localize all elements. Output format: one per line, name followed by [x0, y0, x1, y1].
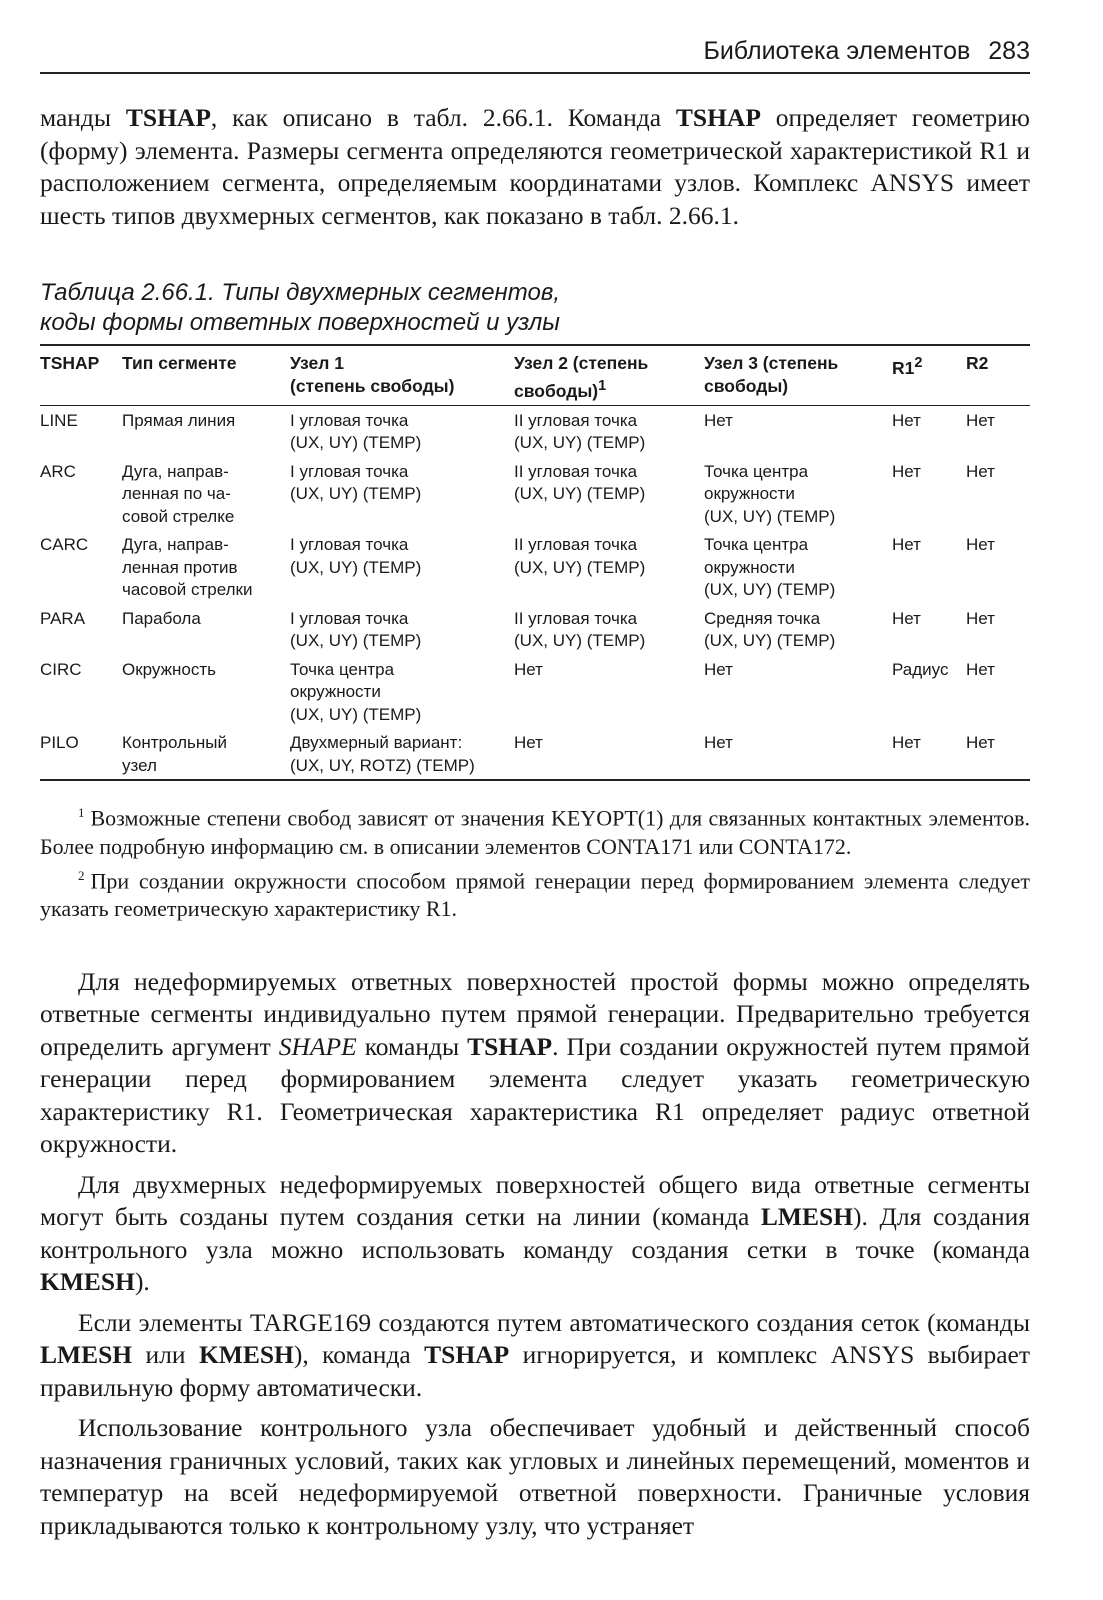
- cell-node1: [290, 457, 514, 531]
- header-line: Узел 2 (степень: [514, 353, 649, 373]
- cell-line: Контрольный: [122, 733, 227, 753]
- cell-line: I угловая точка: [290, 608, 409, 628]
- header-line: [514, 375, 704, 402]
- cell-node2: [514, 405, 704, 457]
- page-number: 283: [988, 37, 1030, 65]
- caption-line: Таблица 2.66.1. Типы двухмерных сегментов,: [40, 279, 561, 306]
- cell-tshap: PARA: [40, 608, 86, 628]
- cell-r2: Нет: [966, 410, 995, 430]
- cell-line: Точка центра: [704, 461, 809, 481]
- book-page: [40, 34, 1030, 1542]
- table-row: [40, 728, 1030, 780]
- footnote-mark: 1: [598, 377, 607, 394]
- command-name: KMESH: [198, 1340, 294, 1370]
- cell-line: (UX, UY) (TEMP): [290, 704, 422, 724]
- text-run: или: [132, 1340, 199, 1370]
- text-run: Для недеформируемых ответных поверхностей простой формы можно определять ответные сегменты индивидуально путем прямой генерации. Предварительно требуется определить аргумент: [40, 966, 1030, 1061]
- cell-line: I угловая точка: [290, 461, 409, 481]
- cell-tshap: ARC: [40, 461, 76, 481]
- cell-segment-type: [122, 655, 290, 729]
- col-header-node2: [514, 345, 704, 405]
- cell-segment-type: [122, 457, 290, 531]
- cell-segment-type: [122, 530, 290, 604]
- cell-line: (UX, UY) (TEMP): [290, 631, 422, 651]
- command-name: TSHAP: [675, 103, 761, 132]
- cell-node3: [704, 530, 892, 604]
- cell-segment-type: [122, 728, 290, 780]
- table-caption: [40, 278, 1030, 338]
- table-row: [40, 655, 1030, 729]
- col-header-r1: [892, 345, 966, 405]
- table-row: [40, 530, 1030, 604]
- cell-node3: [704, 405, 892, 457]
- cell-node1: [290, 530, 514, 604]
- cell-line: II угловая точка: [514, 410, 638, 430]
- text-run: Использование контрольного узла обеспечивает удобный и действенный способ назначения граничных условий, таких как угловых и линейных перемещений, моментов и температур на всей недеформируемой ответной поверхности. Граничные условия прикладываются только к контрольному узлу, что устраняет: [40, 1413, 1030, 1540]
- command-name: LMESH: [760, 1202, 854, 1232]
- cell-line: окружности: [704, 484, 795, 504]
- text-run: ).: [134, 1267, 150, 1297]
- header-line: Узел 3 (степень: [704, 353, 839, 373]
- cell-r1: Нет: [892, 733, 921, 753]
- cell-r1: Нет: [892, 410, 921, 430]
- paragraph-1: [40, 966, 1030, 1161]
- header-text: свободы): [514, 380, 599, 401]
- cell-line: (UX, UY) (TEMP): [514, 557, 646, 577]
- text-run: . При создании окружностей путем прямой генерации перед формированием элемента следует указать геометрическую характеристику R1. Геометрическая характеристика R1 определяет радиус ответной окружности.: [40, 1031, 1030, 1159]
- cell-line: узел: [122, 755, 157, 775]
- cell-line: окружности: [290, 682, 381, 702]
- footnote-2: [40, 862, 1030, 924]
- cell-line: Нет: [704, 410, 733, 430]
- cell-line: ленная против: [122, 557, 238, 577]
- cell-node1: [290, 728, 514, 780]
- cell-node1: [290, 604, 514, 655]
- cell-line: Точка центра: [704, 535, 809, 555]
- cell-node2: [514, 530, 704, 604]
- cell-line: II угловая точка: [514, 608, 638, 628]
- cell-node2: [514, 604, 704, 655]
- cell-segment-type: [122, 604, 290, 655]
- cell-line: Двухмерный вариант:: [290, 733, 463, 753]
- col-header-r2: R2: [966, 345, 1030, 405]
- footnote-1: [40, 799, 1030, 861]
- paragraph-2: [40, 1169, 1030, 1299]
- cell-node3: [704, 728, 892, 780]
- cell-line: (UX, UY) (TEMP): [704, 631, 836, 651]
- cell-tshap: CARC: [40, 535, 89, 555]
- cell-segment-type: [122, 405, 290, 457]
- command-name: LMESH: [40, 1340, 133, 1370]
- cell-node1: [290, 655, 514, 729]
- command-name: TSHAP: [424, 1340, 510, 1370]
- cell-line: окружности: [704, 557, 795, 577]
- cell-line: (UX, UY) (TEMP): [290, 484, 422, 504]
- cell-line: II угловая точка: [514, 461, 638, 481]
- text-run: игнорируется, и комплекс ANSYS выбирает правильную форму автоматически.: [40, 1340, 1030, 1402]
- cell-line: часовой стрелки: [122, 580, 253, 600]
- cell-node2: [514, 728, 704, 780]
- cell-r2: Нет: [966, 659, 995, 679]
- command-name: TSHAP: [125, 103, 211, 132]
- footnote-mark: 1: [78, 805, 85, 821]
- col-header-node3: [704, 345, 892, 405]
- table-row: [40, 604, 1030, 655]
- text-run: ), команда: [293, 1340, 425, 1370]
- cell-line: (UX, UY) (TEMP): [514, 631, 646, 651]
- footnote-mark: 2: [78, 867, 85, 883]
- header-line: свободы): [704, 375, 789, 396]
- text-run: , как описано в табл. 2.66.1. Команда: [210, 103, 676, 132]
- text-run: определяет геометрию (форму) элемента. Размеры сегмента определяются геометрической характеристикой R1 и расположением сегмента, определяемым координатами узлов. Комплекс ANSYS имеет шесть типов двухмерных сегментов, как показано в табл. 2.66.1.: [40, 103, 1030, 230]
- cell-r2: Нет: [966, 608, 995, 628]
- intro-paragraph: [40, 102, 1030, 232]
- cell-r1: Нет: [892, 608, 921, 628]
- header-text: R1: [892, 357, 915, 378]
- cell-line: I угловая точка: [290, 410, 409, 430]
- cell-line: Нет: [704, 659, 733, 679]
- header-line: Узел 1: [290, 353, 344, 373]
- cell-line: Парабола: [122, 608, 201, 628]
- cell-node2: [514, 655, 704, 729]
- cell-line: Нет: [514, 659, 543, 679]
- cell-line: (UX, UY) (TEMP): [290, 433, 422, 453]
- paragraph-4: [40, 1412, 1030, 1542]
- cell-line: Окружность: [122, 659, 216, 679]
- table-row: [40, 457, 1030, 531]
- cell-line: Точка центра: [290, 659, 395, 679]
- cell-line: Нет: [514, 733, 543, 753]
- cell-tshap: CIRC: [40, 659, 82, 679]
- col-header-tshap: TSHAP: [40, 345, 122, 405]
- running-header: [40, 34, 1030, 74]
- argument-name: SHAPE: [278, 1031, 357, 1061]
- caption-line: коды формы ответных поверхностей и узлы: [40, 309, 560, 336]
- segment-types-table: [40, 344, 1030, 781]
- cell-line: (UX, UY) (TEMP): [514, 484, 646, 504]
- cell-r2: Нет: [966, 461, 995, 481]
- col-header-node1: [290, 345, 514, 405]
- cell-line: ленная по ча-: [122, 484, 231, 504]
- command-name: TSHAP: [467, 1031, 553, 1061]
- cell-line: (UX, UY, ROTZ) (TEMP): [290, 755, 475, 775]
- footnote-text: При создании окружности способом прямой генерации перед формированием элемента следует указать геометрическую характеристику R1.: [40, 867, 1030, 922]
- cell-r1: Нет: [892, 461, 921, 481]
- cell-line: Средняя точка: [704, 608, 821, 628]
- footnote-mark: 2: [914, 355, 923, 371]
- table-row: [40, 405, 1030, 457]
- col-header-type: Тип сегменте: [122, 345, 290, 405]
- cell-line: (UX, UY) (TEMP): [290, 557, 422, 577]
- cell-line: II угловая точка: [514, 535, 638, 555]
- text-run: Если элементы TARGE169 создаются путем автоматического создания сеток (команды: [78, 1307, 1030, 1337]
- cell-r1: Радиус: [892, 659, 949, 679]
- cell-node3: [704, 457, 892, 531]
- cell-node3: [704, 604, 892, 655]
- cell-line: совой стрелке: [122, 506, 235, 526]
- cell-line: (UX, UY) (TEMP): [514, 433, 646, 453]
- cell-r2: Нет: [966, 535, 995, 555]
- table-header-row: [40, 345, 1030, 405]
- command-name: KMESH: [40, 1267, 135, 1297]
- text-run: манды: [40, 103, 126, 132]
- text-run: ). Для создания контрольного узла можно использовать команду создания сетки в точке (команда: [40, 1202, 1030, 1264]
- cell-line: I угловая точка: [290, 535, 409, 555]
- cell-line: Прямая линия: [122, 410, 236, 430]
- footnote-text: Возможные степени свобод зависят от значения KEYOPT(1) для связанных контактных элементов. Более подробную информацию см. в описании элементов CONTA171 или CONTA172.: [40, 805, 1030, 860]
- cell-node1: [290, 405, 514, 457]
- cell-tshap: LINE: [40, 410, 78, 430]
- text-run: команды: [356, 1031, 468, 1061]
- cell-line: (UX, UY) (TEMP): [704, 580, 836, 600]
- table-body: [40, 405, 1030, 780]
- cell-tshap: PILO: [40, 733, 79, 753]
- cell-r2: Нет: [966, 733, 995, 753]
- cell-r1: Нет: [892, 535, 921, 555]
- cell-node2: [514, 457, 704, 531]
- cell-line: Дуга, направ-: [122, 535, 229, 555]
- cell-line: Нет: [704, 733, 733, 753]
- paragraph-3: [40, 1307, 1030, 1405]
- cell-node3: [704, 655, 892, 729]
- cell-line: (UX, UY) (TEMP): [704, 506, 836, 526]
- header-line: (степень свободы): [290, 375, 455, 396]
- footnotes: [40, 799, 1030, 924]
- text-run: Для двухмерных недеформируемых поверхностей общего вида ответные сегменты могут быть созданы путем создания сетки на линии (команда: [40, 1169, 1030, 1232]
- header-title: Библиотека элементов: [703, 37, 971, 65]
- cell-line: Дуга, направ-: [122, 461, 229, 481]
